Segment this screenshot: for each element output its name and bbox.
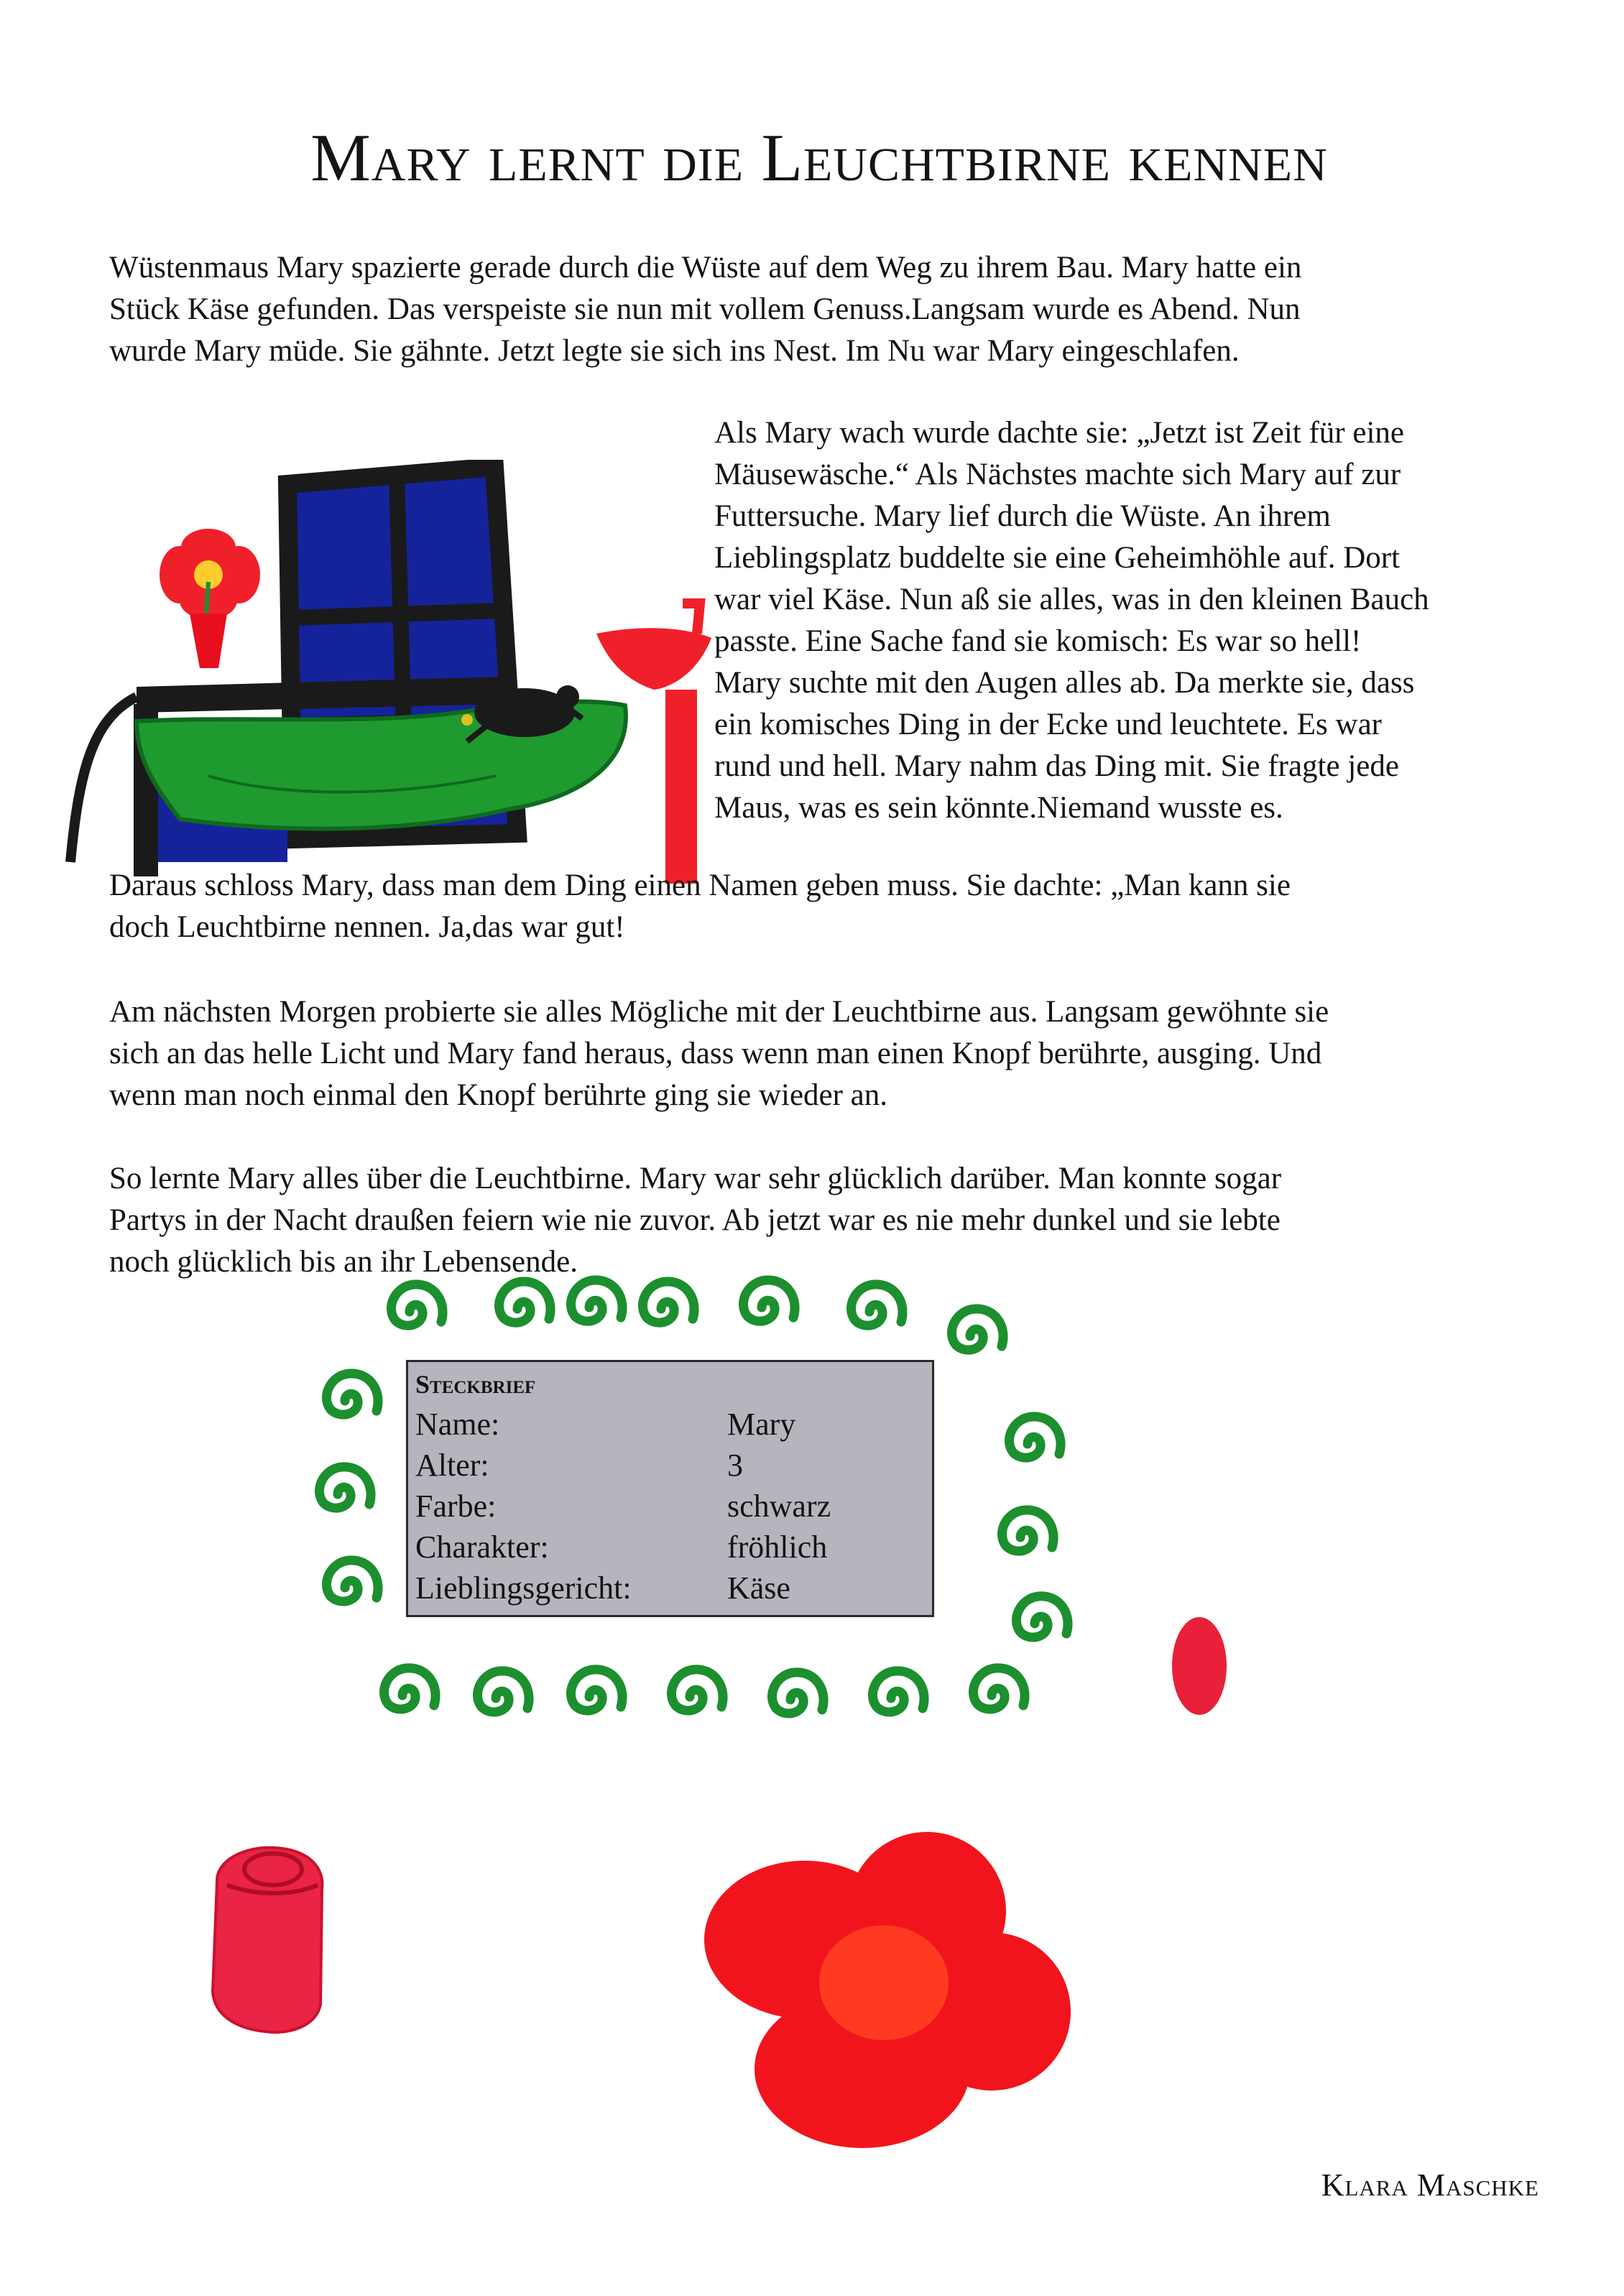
text-line: wurde Mary müde. Sie gähnte. Jetzt legte sie sich ins Nest. Im Nu war Mary eingeschlafen. xyxy=(109,334,1240,368)
steckbrief-value: fröhlich xyxy=(727,1529,828,1565)
steckbrief-row xyxy=(415,1445,928,1486)
text-line: Mäusewäsche.“ Als Nächstes machte sich Mary auf zur xyxy=(714,458,1401,491)
window-nest-drawing xyxy=(65,460,726,891)
text-line: Wüstenmaus Mary spazierte gerade durch die Wüste auf dem Weg zu ihrem Bau. Mary hatte ein xyxy=(109,251,1302,284)
steckbrief-row xyxy=(415,1527,928,1568)
text-line: Als Mary wach wurde dachte sie: „Jetzt ist Zeit für eine xyxy=(714,416,1404,450)
text-line: noch glücklich bis an ihr Lebensende. xyxy=(109,1245,578,1279)
steckbrief-key: Farbe: xyxy=(415,1489,497,1524)
text-line: So lernte Mary alles über die Leuchtbirne. Mary war sehr glücklich darüber. Man konnte sogar xyxy=(109,1162,1282,1195)
text-line: Lieblingsplatz buddelte sie eine Geheimhöhle auf. Dort xyxy=(714,541,1401,575)
text-line: ein komisches Ding in der Ecke und leuchtete. Es war xyxy=(714,708,1382,741)
red-jar-drawing xyxy=(201,1839,338,2040)
steckbrief-row xyxy=(415,1486,928,1527)
steckbrief-key: Lieblingsgericht: xyxy=(415,1570,632,1606)
red-flower-in-vase-icon xyxy=(160,529,260,668)
steckbrief-value: 3 xyxy=(727,1448,743,1483)
steckbrief-key: Charakter: xyxy=(415,1529,549,1565)
text-line: Mary suchte mit den Augen alles ab. Da merkte sie, dass xyxy=(714,666,1415,700)
story-paragraph-4 xyxy=(109,991,1554,1116)
text-line: war viel Käse. Nun aß sie alles, was in den kleinen Bauch xyxy=(714,583,1429,616)
steckbrief-value: Mary xyxy=(727,1407,796,1442)
text-line: sich an das helle Licht und Mary fand heraus, dass wenn man einen Knopf berührte, ausging. Und xyxy=(109,1037,1322,1070)
steckbrief-row xyxy=(415,1568,928,1608)
steckbrief-value: Käse xyxy=(727,1570,790,1606)
text-line: Daraus schloss Mary, dass man dem Ding einen Namen geben muss. Sie dachte: „Man kann sie xyxy=(109,869,1291,902)
text-line: Maus, was es sein könnte.Niemand wusste es. xyxy=(714,791,1283,825)
text-line: rund und hell. Mary nahm das Ding mit. Sie fragte jede xyxy=(714,749,1399,783)
steckbrief-key: Name: xyxy=(415,1407,500,1442)
steckbrief-value: schwarz xyxy=(727,1489,831,1524)
text-line: Stück Käse gefunden. Das verspeiste sie nun mit vollem Genuss.Langsam wurde es Abend. Nun xyxy=(109,292,1301,326)
story-paragraph-3 xyxy=(109,865,1554,948)
red-flower-drawing xyxy=(690,1825,1121,2155)
text-line: passte. Eine Sache fand sie komisch: Es war so hell! xyxy=(714,624,1362,658)
story-paragraph-1 xyxy=(109,247,1554,372)
story-paragraph-2 xyxy=(714,412,1577,829)
text-line: Futtersuche. Mary lief durch die Wüste. An ihrem xyxy=(714,499,1331,533)
page-title: Mary lernt die Leuchtbirne kennen xyxy=(310,121,1328,195)
text-line: doch Leuchtbirne nennen. Ja,das war gut! xyxy=(109,910,625,944)
text-line: Am nächsten Morgen probierte sie alles Mögliche mit der Leuchtbirne aus. Langsam gewöhnte sie xyxy=(109,995,1329,1029)
steckbrief-key: Alter: xyxy=(415,1448,489,1483)
author-name: Klara Maschke xyxy=(1321,2167,1539,2203)
steckbrief-row xyxy=(415,1404,928,1445)
red-dot-drawing xyxy=(1167,1612,1232,1720)
text-line: Partys in der Nacht draußen feiern wie nie zuvor. Ab jetzt war es nie mehr dunkel und sie lebte xyxy=(109,1203,1281,1237)
steckbrief-box xyxy=(406,1360,934,1617)
steckbrief-heading: Steckbrief xyxy=(415,1370,536,1399)
text-line: wenn man noch einmal den Knopf berührte ging sie wieder an. xyxy=(109,1078,888,1112)
